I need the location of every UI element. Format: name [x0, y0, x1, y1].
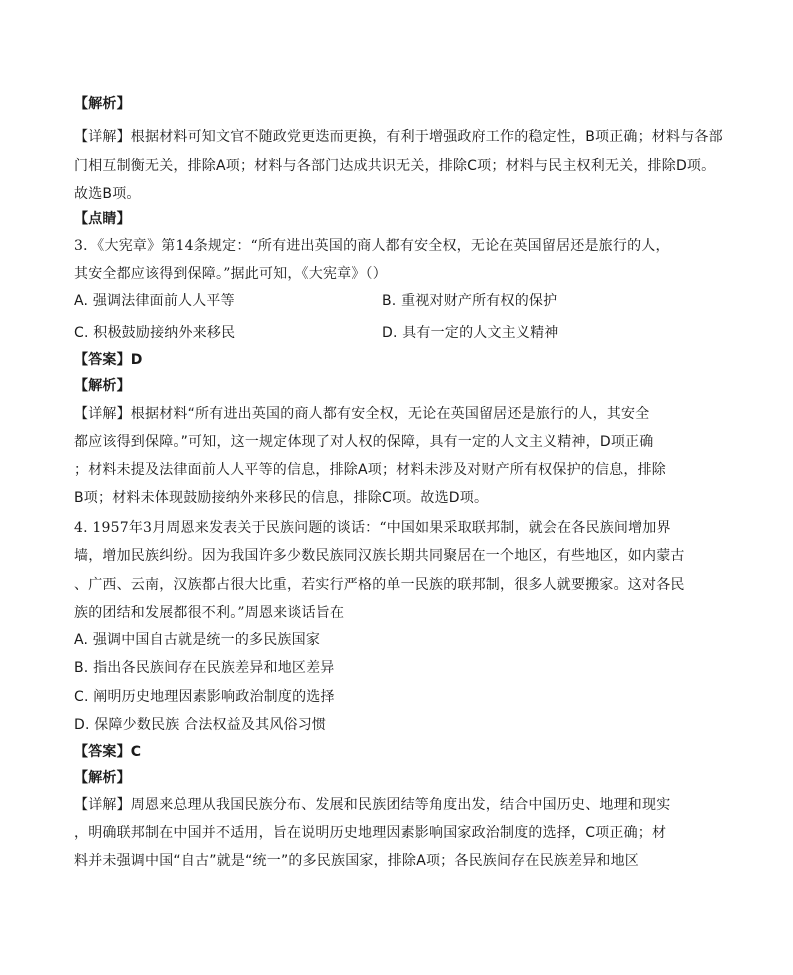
question-3-option-c: C. 积极鼓励接纳外来移民	[74, 325, 236, 341]
question-3-detail: B项；材料未体现鼓励接纳外来移民的信息，排除C项。故选D项。	[74, 490, 489, 506]
question-4-answer: 【答案】C	[74, 744, 142, 760]
question-3-detail: 【详解】根据材料“所有进出英国的商人都有安全权，无论在英国留居还是旅行的人，其安全	[74, 406, 650, 422]
question-4-stem: 4. 1957年3月周恩来发表关于民族问题的谈话：“中国如果采取联邦制，就会在各民族间增加界	[74, 520, 671, 536]
question-4-option-b: B. 指出各民族间存在民族差异和地区差异	[74, 660, 335, 676]
question-4-option-d: D. 保障少数民族 合法权益及其风俗习惯	[74, 717, 327, 733]
question-4-detail: 【详解】周恩来总理从我国民族分布、发展和民族团结等角度出发，结合中国历史、地理和现实	[74, 797, 671, 813]
question-4-option-a: A. 强调中国自古就是统一的多民族国家	[74, 632, 321, 648]
section-analysis-heading: 【解析】	[74, 96, 131, 112]
question-4-stem: 族的团结和发展都很不利。”周恩来谈话旨在	[74, 605, 345, 621]
question-3-stem: 其安全都应该得到保障。”据此可知，《大宪章》（）	[74, 266, 387, 282]
question-3-detail: 都应该得到保障。”可知，这一规定体现了对人权的保障，具有一定的人文主义精神，D项正确	[74, 434, 654, 450]
question-4-analysis-heading: 【解析】	[74, 770, 131, 786]
question-3-detail: ；材料未提及法律面前人人平等的信息，排除A项；材料未涉及对财产所有权保护的信息，排除	[74, 462, 666, 478]
question-3-option-b: B. 重视对财产所有权的保护	[382, 293, 558, 309]
question-3-option-d: D. 具有一定的人文主义精神	[382, 325, 559, 341]
question-3-option-row	[74, 291, 558, 311]
section-note-heading: 【点睛】	[74, 211, 131, 227]
detail-text-line: 故选B项。	[74, 186, 141, 202]
question-4-detail: ，明确联邦制在中国并不适用，旨在说明历史地理因素影响国家政治制度的选择，C项正确；材	[74, 825, 667, 841]
question-4-stem: 墙，增加民族纠纷。因为我国许多少数民族同汉族长期共同聚居在一个地区，有些地区，如内蒙古	[74, 548, 685, 564]
detail-text-line: 门相互制衡无关，排除A项；材料与各部门达成共识无关，排除C项；材料与民主权利无关，排除D项。	[74, 158, 716, 174]
question-3-stem: 3．《大宪章》第14条规定：“所有进出英国的商人都有安全权，无论在英国留居还是旅行的人，	[74, 238, 670, 254]
question-3-option-row	[74, 323, 559, 343]
question-3-analysis-heading: 【解析】	[74, 378, 131, 394]
question-3-answer: 【答案】D	[74, 352, 143, 368]
detail-text-line: 【详解】根据材料可知文官不随政党更迭而更换，有利于增强政府工作的稳定性，B项正确；材料与各部	[74, 129, 723, 145]
question-4-option-c: C. 阐明历史地理因素影响政治制度的选择	[74, 689, 335, 705]
question-4-detail: 料并未强调中国“自古”就是“统一”的多民族国家，排除A项；各民族间存在民族差异和地区	[74, 853, 639, 869]
question-4-stem: 、广西、云南，汉族都占很大比重，若实行严格的单一民族的联邦制，很多人就要搬家。这对各民	[74, 577, 685, 593]
question-3-option-a: A. 强调法律面前人人平等	[74, 293, 235, 309]
